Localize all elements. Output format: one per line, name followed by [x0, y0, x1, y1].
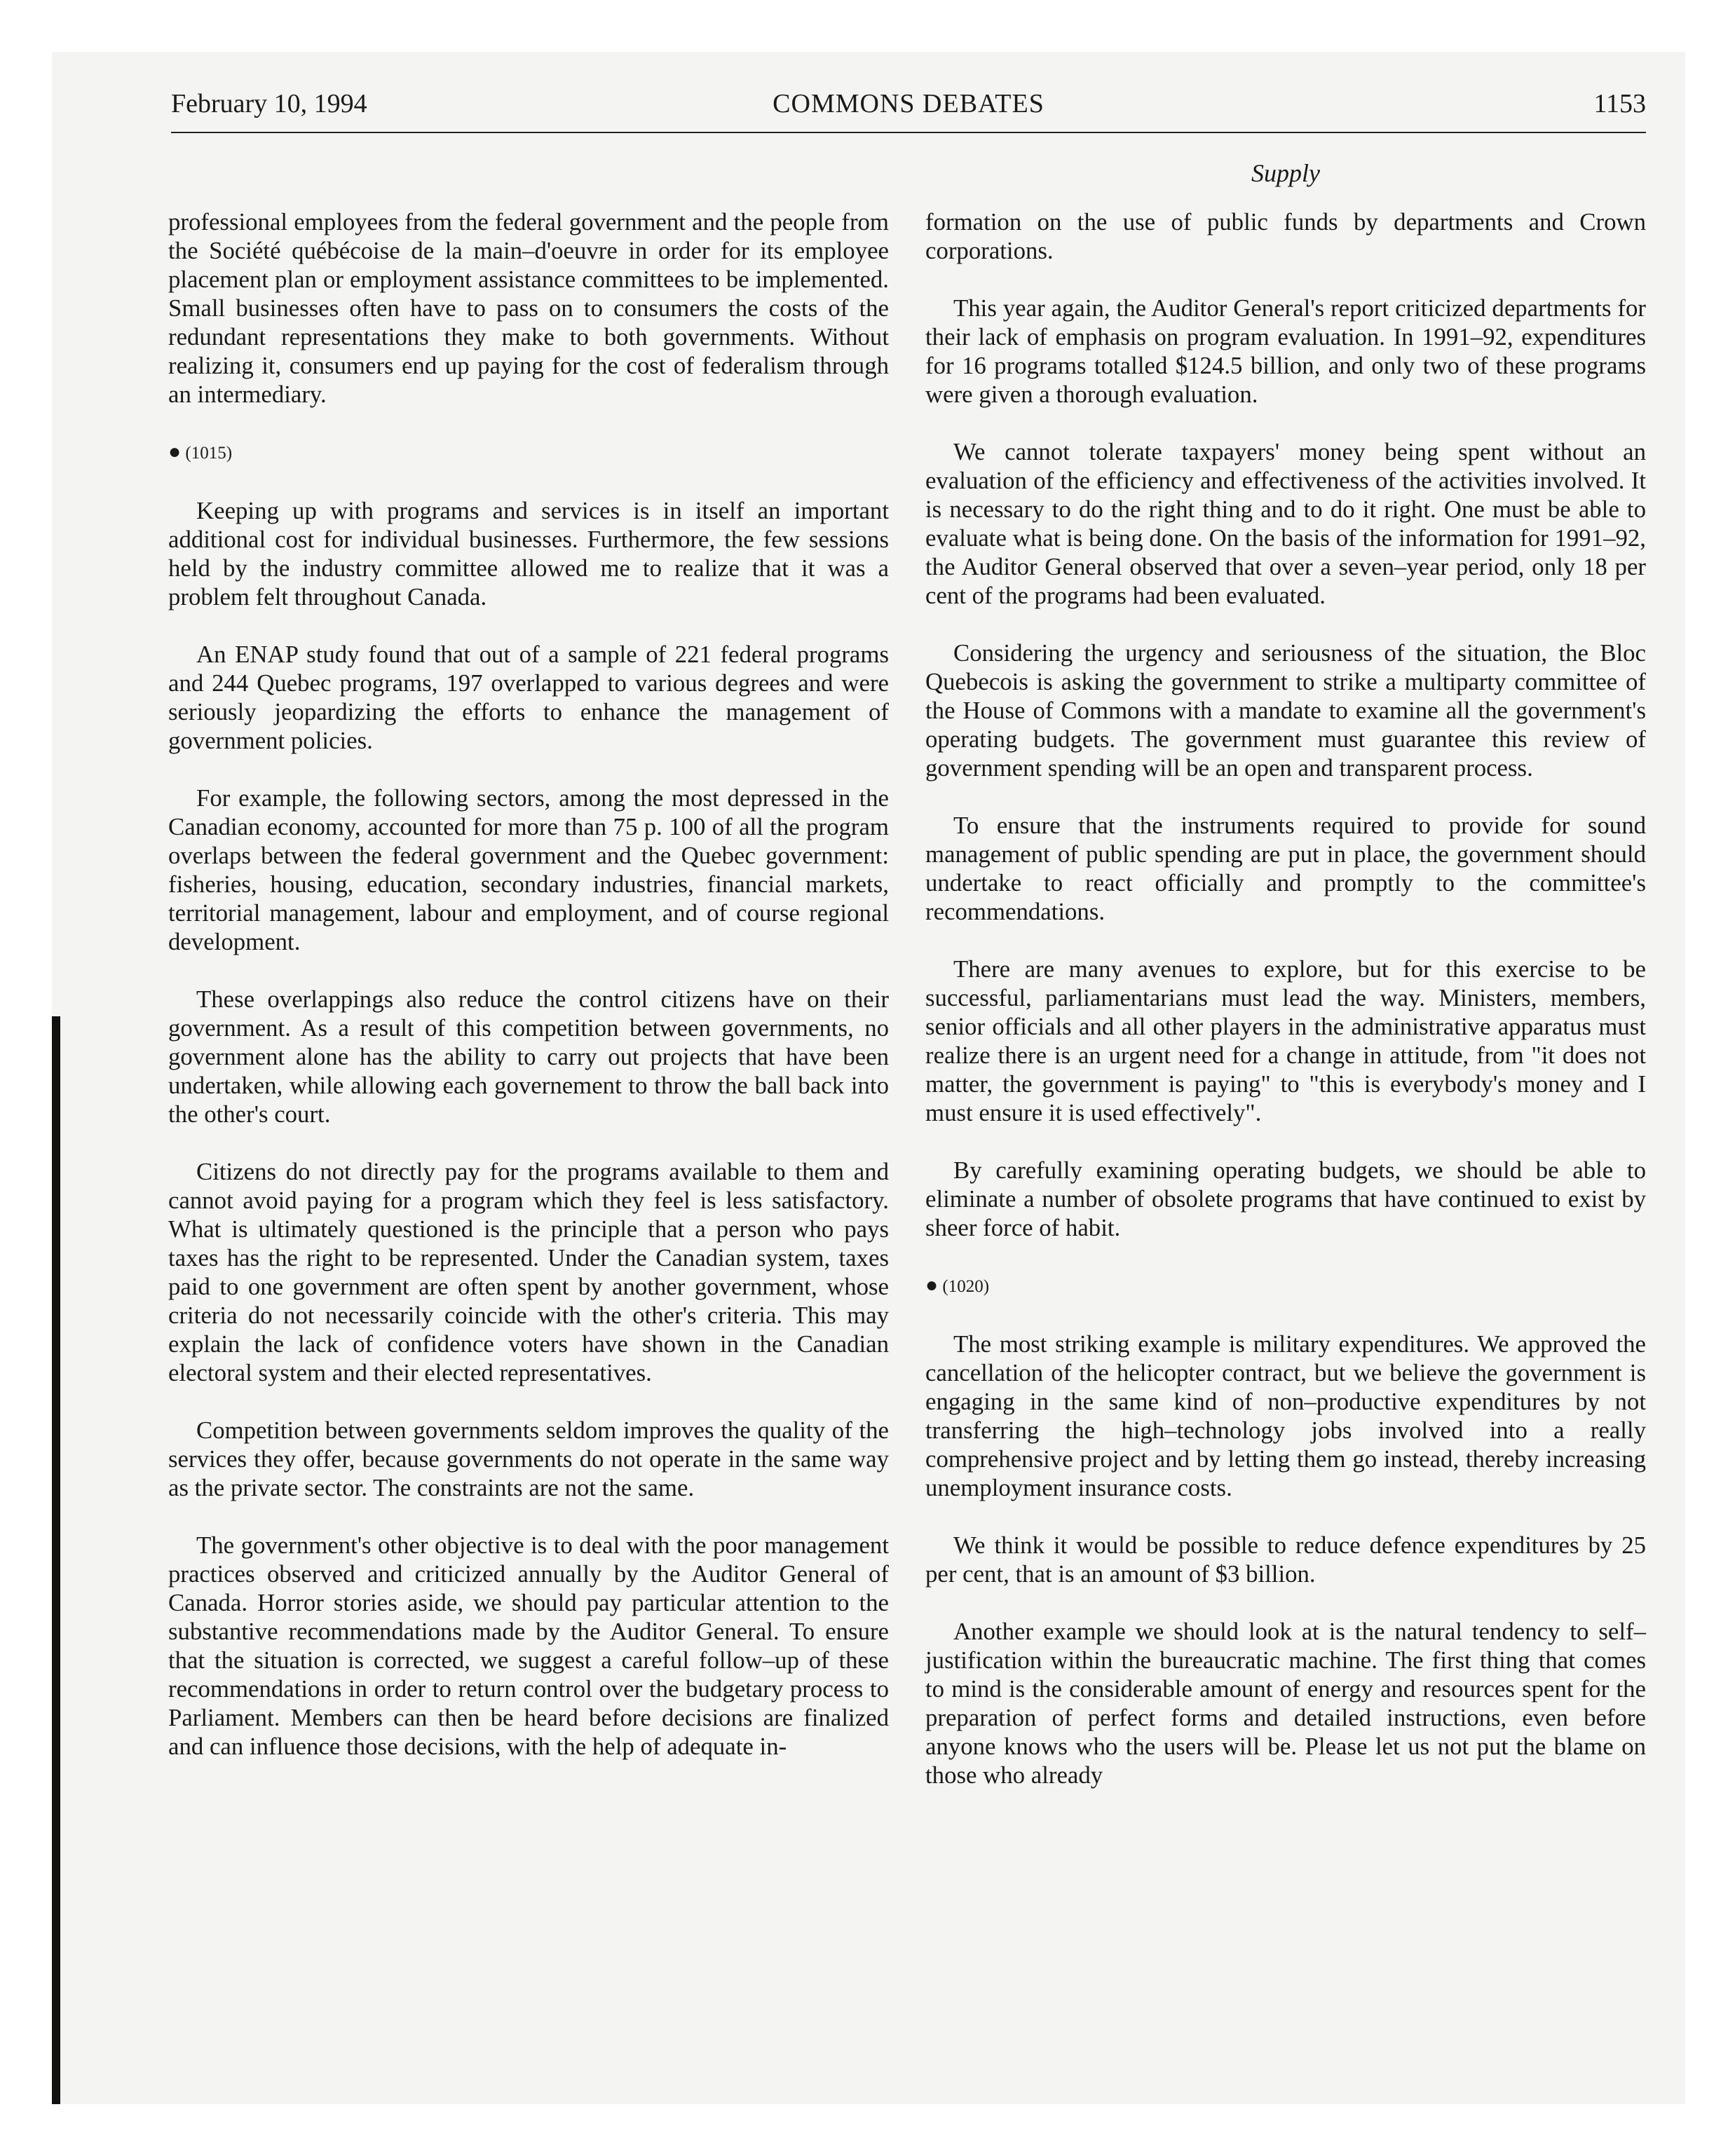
paragraph: To ensure that the instruments required to provide for sound management of public spending are put in place, the government should undertake to react officially and promptly to the committee's recommendations. — [925, 812, 1646, 925]
section-label: Supply — [1251, 159, 1320, 187]
time-marker — [925, 1271, 1646, 1301]
left-column — [168, 207, 889, 1789]
publication-title: COMMONS DEBATES — [773, 89, 1045, 118]
bullet-icon: ● — [925, 1274, 939, 1297]
paragraph: Keeping up with programs and services is in itself an important additional cost for individual businesses. Furthermore, the few sessions held by the industry committee allowed me to realize that it was a problem felt throughout Canada. — [168, 497, 889, 610]
paragraph: The government's other objective is to deal with the poor management practices observed and criticized annually by the Auditor General of Canada. Horror stories aside, we should pay particular attention to the substantive recommendations made by the Auditor General. To ensure that the situation is corrected, we suggest a careful follow–up of these recommendations in order to return control over the budgetary process to Parliament. Members can then be heard before decisions are finalized and can influence those decisions, with the help of adequate in- — [168, 1531, 889, 1760]
time-stamp: (1020) — [942, 1277, 990, 1296]
paragraph: An ENAP study found that out of a sample of 221 federal programs and 244 Quebec programs, 197 overlapped to various degrees and were seriously jeopardizing the efforts to enhance the management of government policies. — [168, 641, 889, 754]
right-column — [925, 207, 1646, 1818]
paragraph: This year again, the Auditor General's report criticized departments for their lack of emphasis on program evaluation. In 1991–92, expenditures for 16 programs totalled $124.5 billion, and only two of these programs were given a thorough evaluation. — [925, 294, 1646, 408]
paragraph: We think it would be possible to reduce defence expenditures by 25 per cent, that is an amount of $3 billion. — [925, 1531, 1646, 1588]
paragraph: These overlappings also reduce the control citizens have on their government. As a result of this competition between governments, no government alone has the ability to carry out projects that have been undertaken, while allowing each governement to throw the ball back into the other's court. — [168, 985, 889, 1128]
time-stamp: (1015) — [185, 444, 233, 463]
paragraph: Another example we should look at is the natural tendency to self–justification within the bureaucratic machine. The first thing that comes to mind is the considerable amount of energy and resources spent for the preparation of perfect forms and detailed instructions, even before anyone knows who the users will be. Please let us not put the blame on those who already — [925, 1618, 1646, 1789]
bullet-icon: ● — [168, 440, 182, 463]
page-header — [171, 83, 1646, 133]
paragraph: professional employees from the federal government and the people from the Société québécoise de la main–d'oeuvre in order for its employee placement plan or employment assistance committees to be implemented. Small businesses often have to pass on to consumers the costs of the redundant representations they make to both governments. Without realizing it, consumers end up paying for the cost of federalism through an intermediary. — [168, 208, 889, 408]
paragraph: By carefully examining operating budgets, we should be able to eliminate a number of obsolete programs that have continued to exist by sheer force of habit. — [925, 1157, 1646, 1241]
header-date: February 10, 1994 — [171, 89, 367, 118]
paragraph: For example, the following sectors, among the most depressed in the Canadian economy, accounted for more than 75 p. 100 of all the program overlaps between the federal government and the Quebec government: fisheries, housing, education, secondary industries, financial markets, territorial management, labour and employment, and of course regional development. — [168, 784, 889, 955]
paragraph: Considering the urgency and seriousness of the situation, the Bloc Quebecois is asking the government to strike a multiparty committee of the House of Commons with a mandate to examine all the government's operating budgets. The government must guarantee this review of government spending will be an open and transparent process. — [925, 639, 1646, 782]
paragraph: There are many avenues to explore, but for this exercise to be successful, parliamentarians must lead the way. Ministers, members, senior officials and all other players in the administrative apparatus must realize there is an urgent need for a change in attitude, from "it does not matter, the government is paying" to "this is everybody's money and I must ensure it is used effectively". — [925, 955, 1646, 1126]
page-number: 1153 — [1593, 89, 1646, 118]
time-marker — [168, 437, 889, 468]
paragraph: formation on the use of public funds by departments and Crown corporations. — [925, 208, 1646, 264]
paragraph: We cannot tolerate taxpayers' money being spent without an evaluation of the efficiency and effectiveness of the activities involved. It is necessary to do the right thing and to do it right. One must be able to evaluate what is being done. On the basis of the information for 1991–92, the Auditor General observed that over a seven–year period, only 18 per cent of the programs had been evaluated. — [925, 438, 1646, 609]
paragraph: Competition between governments seldom improves the quality of the services they offer, because governments do not operate in the same way as the private sector. The constraints are not the same. — [168, 1417, 889, 1501]
paragraph: Citizens do not directly pay for the programs available to them and cannot avoid paying for a program which they feel is less satisfactory. What is ultimately questioned is the principle that a person who pays taxes has the right to be represented. Under the Canadian system, taxes paid to one government are often spent by another government, whose criteria do not necessarily coincide with the other's criteria. This may explain the lack of confidence voters have shown in the Canadian electoral system and their elected representatives. — [168, 1158, 889, 1386]
paragraph: The most striking example is military expenditures. We approved the cancellation of the helicopter contract, but we believe the government is engaging in the same kind of non–productive expenditures by not transferring the high–technology jobs involved into a really comprehensive project and by letting them go instead, thereby increasing unemployment insurance costs. — [925, 1330, 1646, 1501]
binding-shadow — [52, 1016, 60, 2104]
